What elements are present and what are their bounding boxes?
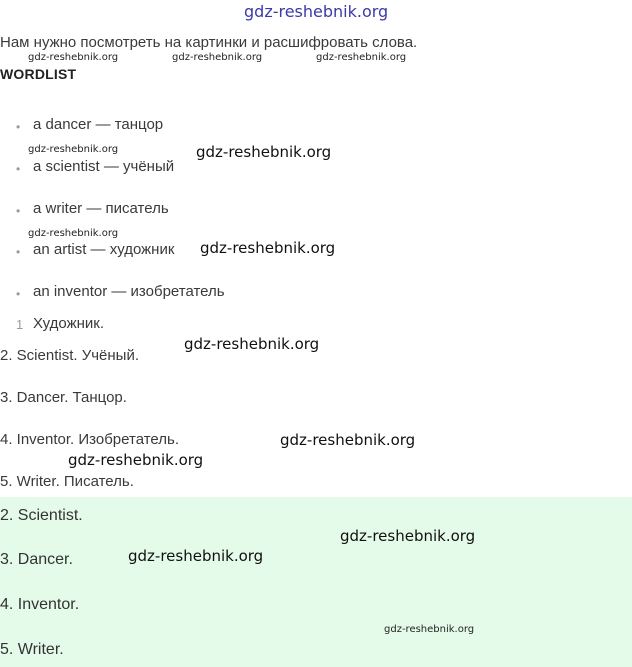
wordlist-item: a writer — писатель bbox=[33, 200, 169, 217]
watermark: gdz-reshebnik.org bbox=[340, 527, 476, 545]
watermark: gdz-reshebnik.org bbox=[68, 451, 204, 469]
watermark: gdz-reshebnik.org bbox=[196, 143, 332, 161]
answer-item: 5. Writer. Писатель. bbox=[0, 473, 134, 490]
answer-number: 1 bbox=[16, 317, 24, 332]
answer-item: 4. Inventor. Изобретатель. bbox=[0, 431, 179, 448]
answer-box bbox=[0, 497, 632, 667]
watermark: gdz-reshebnik.org bbox=[172, 52, 263, 63]
intro-text: Нам нужно посмотреть на картинки и расшифровать слова. bbox=[0, 34, 418, 51]
wordlist-item: an artist — художник bbox=[33, 241, 175, 258]
watermark: gdz-reshebnik.org bbox=[28, 52, 119, 63]
wordlist-item: a dancer — танцор bbox=[33, 116, 164, 133]
watermark: gdz-reshebnik.org bbox=[384, 624, 475, 635]
answer-item: 2. Scientist. Учёный. bbox=[0, 347, 139, 364]
bullet-icon: • bbox=[16, 287, 21, 301]
short-answer-item: 5. Writer. bbox=[0, 641, 64, 658]
bullet-icon: • bbox=[16, 245, 21, 259]
watermark: gdz-reshebnik.org bbox=[280, 431, 416, 449]
watermark: gdz-reshebnik.org bbox=[200, 239, 336, 257]
watermark: gdz-reshebnik.org bbox=[184, 335, 320, 353]
short-answer-item: 4. Inventor. bbox=[0, 596, 80, 613]
watermark: gdz-reshebnik.org bbox=[28, 228, 119, 239]
bullet-icon: • bbox=[16, 120, 21, 134]
answer-item: 3. Dancer. Танцор. bbox=[0, 389, 127, 406]
short-answer-item: 2. Scientist. bbox=[0, 507, 83, 524]
short-answer-item: 3. Dancer. bbox=[0, 551, 73, 568]
bullet-icon: • bbox=[16, 162, 21, 176]
answer-item: Художник. bbox=[33, 315, 105, 332]
watermark: gdz-reshebnik.org bbox=[128, 547, 264, 565]
watermark: gdz-reshebnik.org bbox=[28, 144, 119, 155]
wordlist-item: an inventor — изобретатель bbox=[33, 283, 225, 300]
watermark: gdz-reshebnik.org bbox=[316, 52, 407, 63]
wordlist-item: a scientist — учёный bbox=[33, 158, 175, 175]
site-title[interactable]: gdz-reshebnik.org bbox=[244, 2, 389, 21]
bullet-icon: • bbox=[16, 204, 21, 218]
wordlist-heading: WORDLIST bbox=[0, 66, 77, 82]
